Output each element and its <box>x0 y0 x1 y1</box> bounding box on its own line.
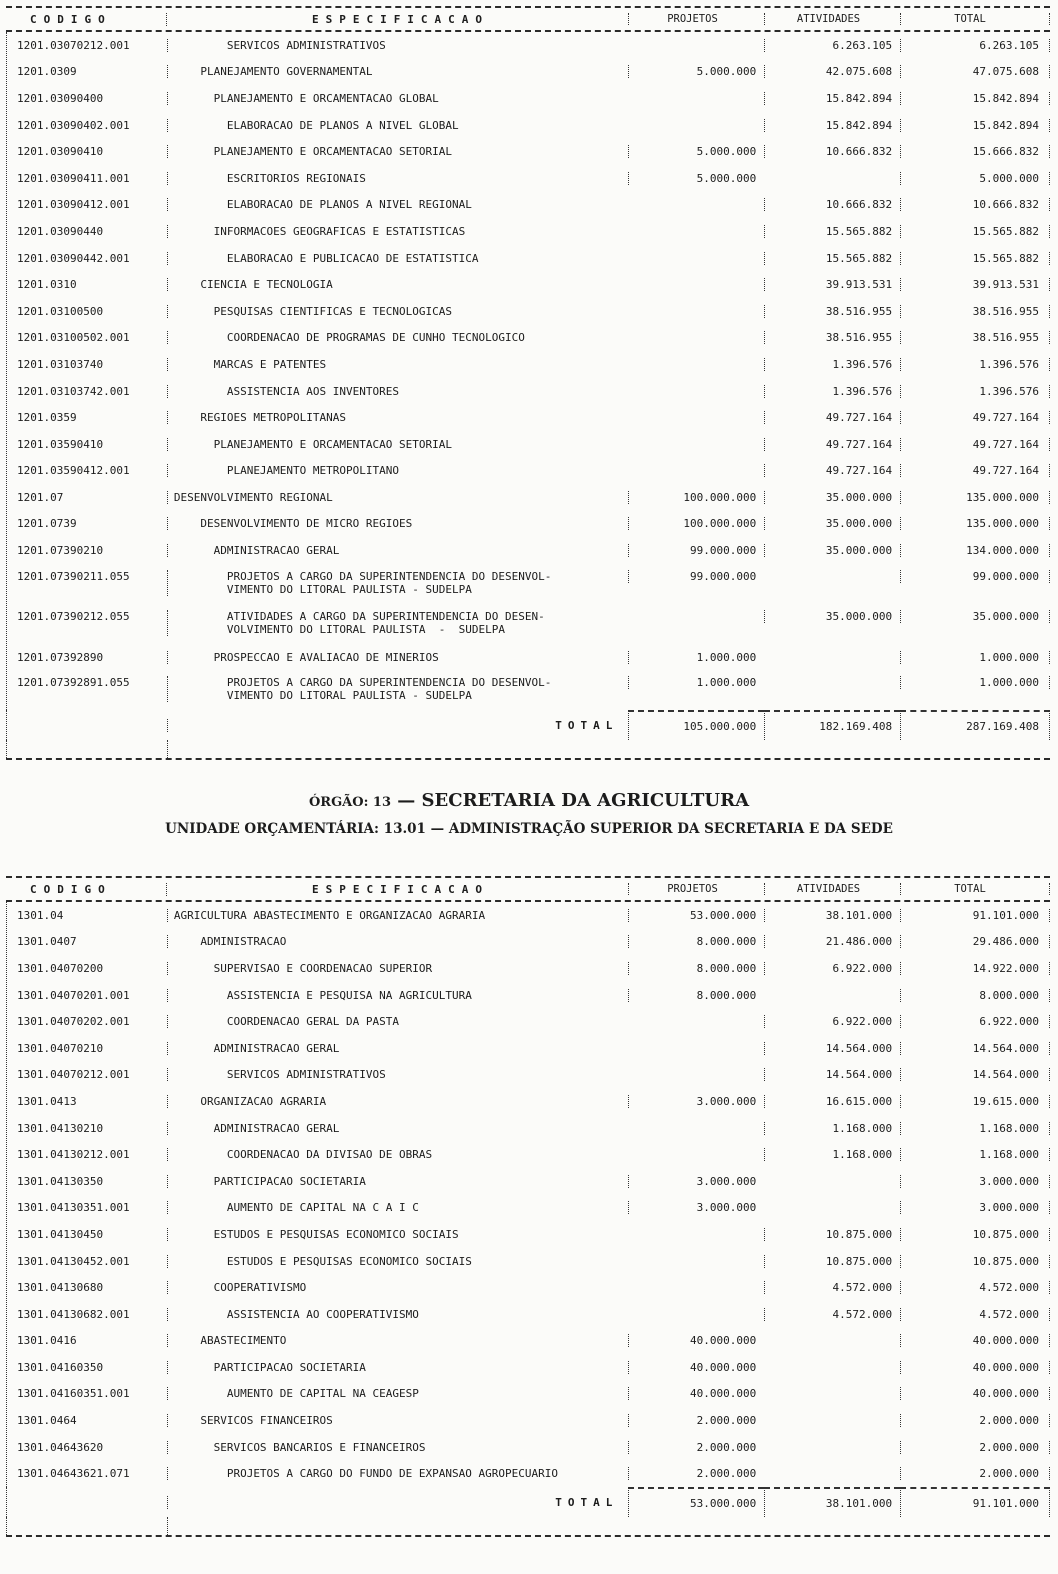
row-atividades: 4.572.000 <box>764 1281 900 1294</box>
row-total: 6.263.105 <box>900 39 1050 52</box>
table-body <box>6 32 1050 710</box>
row-code: 1201.03100502.001 <box>17 331 130 345</box>
row-especificacao: MARCAS E PATENTES <box>167 358 629 371</box>
row-especificacao: COORDENACAO GERAL DA PASTA <box>167 1015 629 1028</box>
row-total: 49.727.164 <box>900 464 1050 477</box>
table-row <box>7 165 1050 192</box>
table-row <box>7 1221 1050 1248</box>
row-atividades: 35.000.000 <box>764 544 900 557</box>
row-total: 135.000.000 <box>900 491 1050 504</box>
row-atividades: 1.168.000 <box>764 1122 900 1135</box>
row-total: 39.913.531 <box>900 278 1050 291</box>
row-code: 1301.04130350 <box>17 1174 104 1188</box>
row-total: 15.565.882 <box>900 225 1050 238</box>
total-total: 287.169.408 <box>900 710 1050 740</box>
row-total: 29.486.000 <box>900 935 1050 948</box>
row-code: 1201.07392891.055 <box>17 676 130 690</box>
row-projetos: 1.000.000 <box>628 676 764 689</box>
row-especificacao: INFORMACOES GEOGRAFICAS E ESTATISTICAS <box>167 225 629 238</box>
row-especificacao: PLANEJAMENTO METROPOLITANO <box>167 464 629 477</box>
row-projetos: 3.000.000 <box>628 1175 764 1188</box>
row-especificacao: PESQUISAS CIENTIFICAS E TECNOLOGICAS <box>167 305 629 318</box>
table-row <box>7 218 1050 245</box>
table-row <box>7 929 1050 956</box>
row-atividades: 1.168.000 <box>764 1148 900 1161</box>
row-code: 1201.03090442.001 <box>17 251 130 265</box>
row-especificacao: AGRICULTURA ABASTECIMENTO E ORGANIZACAO AGRARIA <box>167 909 629 922</box>
row-code: 1301.04130351.001 <box>17 1201 130 1215</box>
row-especificacao: ADMINISTRACAO <box>167 935 629 948</box>
row-atividades: 6.922.000 <box>764 962 900 975</box>
row-projetos: 5.000.000 <box>628 65 764 78</box>
table-row <box>7 85 1050 112</box>
row-especificacao: ESTUDOS E PESQUISAS ECONOMICO SOCIAIS <box>167 1255 629 1268</box>
row-total: 4.572.000 <box>900 1281 1050 1294</box>
row-total: 1.000.000 <box>900 651 1050 664</box>
table-row <box>7 537 1050 564</box>
row-atividades: 6.922.000 <box>764 1015 900 1028</box>
row-total: 1.396.576 <box>900 358 1050 371</box>
row-especificacao: SERVICOS BANCARIOS E FINANCEIROS <box>167 1441 629 1454</box>
row-especificacao: PARTICIPACAO SOCIETARIA <box>167 1175 629 1188</box>
table-row <box>7 298 1050 325</box>
row-especificacao: AUMENTO DE CAPITAL NA C A I C <box>167 1201 629 1214</box>
row-atividades: 35.000.000 <box>764 491 900 504</box>
table-header <box>6 878 1050 900</box>
row-projetos: 3.000.000 <box>628 1201 764 1214</box>
row-especificacao: PLANEJAMENTO E ORCAMENTACAO SETORIAL <box>167 438 629 451</box>
table-row <box>7 192 1050 219</box>
row-especificacao: PROJETOS A CARGO DA SUPERINTENDENCIA DO DESENVOL- VIMENTO DO LITORAL PAULISTA - SUDELPA <box>167 676 629 702</box>
row-especificacao: ASSISTENCIA E PESQUISA NA AGRICULTURA <box>167 989 629 1002</box>
row-atividades: 49.727.164 <box>764 438 900 451</box>
total-total: 91.101.000 <box>900 1487 1050 1517</box>
header-projetos: PROJETOS <box>628 883 764 895</box>
header-projetos: PROJETOS <box>628 13 764 25</box>
row-atividades: 16.615.000 <box>764 1095 900 1108</box>
row-atividades: 1.396.576 <box>764 358 900 371</box>
row-atividades: 42.075.608 <box>764 65 900 78</box>
row-code: 1201.03070212.001 <box>17 38 130 52</box>
row-atividades: 38.101.000 <box>764 909 900 922</box>
row-code: 1201.03090411.001 <box>17 171 130 185</box>
row-especificacao: COORDENACAO DE PROGRAMAS DE CUNHO TECNOLOGICO <box>167 331 629 344</box>
budget-table-1 <box>6 6 1050 760</box>
budget-table-2 <box>6 876 1050 1537</box>
row-total: 47.075.608 <box>900 65 1050 78</box>
table-row <box>7 604 1050 644</box>
table-row <box>7 1088 1050 1115</box>
row-projetos: 2.000.000 <box>628 1441 764 1454</box>
row-atividades: 4.572.000 <box>764 1308 900 1321</box>
row-projetos: 99.000.000 <box>628 544 764 557</box>
table-row <box>7 1035 1050 1062</box>
row-code: 1201.03103742.001 <box>17 384 130 398</box>
table-row <box>7 458 1050 485</box>
table-row <box>7 59 1050 86</box>
row-code: 1301.04070200 <box>17 961 104 975</box>
total-label: TOTAL <box>167 719 629 732</box>
total-projetos: 105.000.000 <box>628 710 764 740</box>
row-atividades: 38.516.955 <box>764 305 900 318</box>
table-row <box>7 351 1050 378</box>
row-atividades: 38.516.955 <box>764 331 900 344</box>
row-code: 1201.0309 <box>17 65 77 79</box>
table-row <box>7 1248 1050 1275</box>
table-row <box>7 1274 1050 1301</box>
row-total: 2.000.000 <box>900 1467 1050 1480</box>
row-total: 40.000.000 <box>900 1334 1050 1347</box>
row-code: 1301.04160351.001 <box>17 1387 130 1401</box>
row-total: 15.666.832 <box>900 145 1050 158</box>
table-row <box>7 1434 1050 1461</box>
table-body <box>6 902 1050 1487</box>
row-atividades: 10.875.000 <box>764 1255 900 1268</box>
row-code: 1301.04130450 <box>17 1227 104 1241</box>
row-atividades: 49.727.164 <box>764 464 900 477</box>
total-row <box>6 710 1050 740</box>
total-atividades: 38.101.000 <box>764 1487 900 1517</box>
row-code: 1201.07390210 <box>17 544 104 558</box>
row-atividades: 1.396.576 <box>764 385 900 398</box>
row-code: 1201.03090400 <box>17 91 104 105</box>
orgao-name: — SECRETARIA DA AGRICULTURA <box>397 790 750 811</box>
row-code: 1201.03590410 <box>17 437 104 451</box>
row-code: 1301.0416 <box>17 1334 77 1348</box>
row-especificacao: PROSPECCAO E AVALIACAO DE MINERIOS <box>167 651 629 664</box>
row-especificacao: CIENCIA E TECNOLOGIA <box>167 278 629 291</box>
table-row <box>7 902 1050 929</box>
row-projetos: 2.000.000 <box>628 1414 764 1427</box>
header-atividades: ATIVIDADES <box>764 883 900 895</box>
row-code: 1301.04130212.001 <box>17 1148 130 1162</box>
row-total: 49.727.164 <box>900 411 1050 424</box>
row-total: 134.000.000 <box>900 544 1050 557</box>
row-total: 38.516.955 <box>900 305 1050 318</box>
table-row <box>7 1141 1050 1168</box>
table-row <box>7 1460 1050 1487</box>
row-especificacao: ELABORACAO E PUBLICACAO DE ESTATISTICA <box>167 252 629 265</box>
section-titles <box>0 790 1058 837</box>
row-total: 3.000.000 <box>900 1175 1050 1188</box>
row-total: 99.000.000 <box>900 570 1050 583</box>
row-atividades: 6.263.105 <box>764 39 900 52</box>
row-projetos: 8.000.000 <box>628 962 764 975</box>
row-especificacao: ADMINISTRACAO GERAL <box>167 1122 629 1135</box>
row-code: 1301.04070201.001 <box>17 988 130 1002</box>
row-code: 1201.0739 <box>17 517 77 531</box>
row-especificacao: ESTUDOS E PESQUISAS ECONOMICO SOCIAIS <box>167 1228 629 1241</box>
row-projetos: 100.000.000 <box>628 517 764 530</box>
row-code: 1301.0413 <box>17 1094 77 1108</box>
row-code: 1301.04130210 <box>17 1121 104 1135</box>
row-total: 8.000.000 <box>900 989 1050 1002</box>
row-especificacao: SERVICOS ADMINISTRATIVOS <box>167 39 629 52</box>
row-projetos: 5.000.000 <box>628 145 764 158</box>
orgao-label: ÓRGÃO: 13 <box>308 795 391 810</box>
row-code: 1301.04070210 <box>17 1041 104 1055</box>
row-total: 49.727.164 <box>900 438 1050 451</box>
row-total: 35.000.000 <box>900 610 1050 623</box>
row-especificacao: DESENVOLVIMENTO DE MICRO REGIOES <box>167 517 629 530</box>
row-total: 40.000.000 <box>900 1387 1050 1400</box>
row-projetos: 40.000.000 <box>628 1334 764 1347</box>
row-atividades: 10.666.832 <box>764 198 900 211</box>
table-row <box>7 1407 1050 1434</box>
table-row <box>7 1168 1050 1195</box>
row-especificacao: PARTICIPACAO SOCIETARIA <box>167 1361 629 1374</box>
row-total: 15.842.894 <box>900 92 1050 105</box>
table-row <box>7 1008 1050 1035</box>
row-total: 4.572.000 <box>900 1308 1050 1321</box>
row-total: 5.000.000 <box>900 172 1050 185</box>
row-total: 3.000.000 <box>900 1201 1050 1214</box>
row-total: 1.000.000 <box>900 676 1050 689</box>
row-atividades: 49.727.164 <box>764 411 900 424</box>
row-code: 1201.07 <box>17 490 64 504</box>
table-row <box>7 325 1050 352</box>
row-especificacao: SUPERVISAO E COORDENACAO SUPERIOR <box>167 962 629 975</box>
row-code: 1201.03590412.001 <box>17 464 130 478</box>
row-code: 1301.04160350 <box>17 1360 104 1374</box>
table-row <box>7 1381 1050 1408</box>
header-total: TOTAL <box>900 13 1050 25</box>
row-total: 1.168.000 <box>900 1148 1050 1161</box>
row-especificacao: PROJETOS A CARGO DA SUPERINTENDENCIA DO DESENVOL- VIMENTO DO LITORAL PAULISTA - SUDELPA <box>167 570 629 596</box>
row-code: 1201.0310 <box>17 278 77 292</box>
row-total: 14.564.000 <box>900 1068 1050 1081</box>
row-atividades: 21.486.000 <box>764 935 900 948</box>
header-codigo: CODIGO <box>30 882 112 896</box>
row-especificacao: REGIOES METROPOLITANAS <box>167 411 629 424</box>
table-row <box>7 271 1050 298</box>
row-especificacao: ESCRITORIOS REGIONAIS <box>167 172 629 185</box>
row-code: 1201.03090412.001 <box>17 198 130 212</box>
table-row <box>7 564 1050 604</box>
row-especificacao: ASSISTENCIA AOS INVENTORES <box>167 385 629 398</box>
table-row <box>7 378 1050 405</box>
row-projetos: 8.000.000 <box>628 935 764 948</box>
row-total: 135.000.000 <box>900 517 1050 530</box>
row-code: 1301.0407 <box>17 935 77 949</box>
table-row <box>7 1115 1050 1142</box>
row-total: 2.000.000 <box>900 1414 1050 1427</box>
row-especificacao: DESENVOLVIMENTO REGIONAL <box>167 491 629 504</box>
row-atividades: 10.875.000 <box>764 1228 900 1241</box>
row-projetos: 1.000.000 <box>628 651 764 664</box>
table-row <box>7 1328 1050 1355</box>
row-especificacao: ORGANIZACAO AGRARIA <box>167 1095 629 1108</box>
row-code: 1301.04130452.001 <box>17 1254 130 1268</box>
row-atividades: 35.000.000 <box>764 610 900 623</box>
row-especificacao: AUMENTO DE CAPITAL NA CEAGESP <box>167 1387 629 1400</box>
row-code: 1301.04643620 <box>17 1440 104 1454</box>
row-projetos: 100.000.000 <box>628 491 764 504</box>
row-projetos: 40.000.000 <box>628 1361 764 1374</box>
row-projetos: 3.000.000 <box>628 1095 764 1108</box>
table-bottom-rule <box>6 1535 1050 1537</box>
row-especificacao: PLANEJAMENTO E ORCAMENTACAO GLOBAL <box>167 92 629 105</box>
row-especificacao: PROJETOS A CARGO DO FUNDO DE EXPANSAO AGROPECUARIO <box>167 1467 629 1480</box>
row-projetos: 5.000.000 <box>628 172 764 185</box>
row-total: 2.000.000 <box>900 1441 1050 1454</box>
row-especificacao: ATIVIDADES A CARGO DA SUPERINTENDENCIA DO DESEN- VOLVIMENTO DO LITORAL PAULISTA - SUDELPA <box>167 610 629 636</box>
table-row <box>7 982 1050 1009</box>
row-total: 38.516.955 <box>900 331 1050 344</box>
row-code: 1301.04070202.001 <box>17 1015 130 1029</box>
table-row <box>7 955 1050 982</box>
table-row <box>7 138 1050 165</box>
row-especificacao: SERVICOS FINANCEIROS <box>167 1414 629 1427</box>
row-code: 1201.07390211.055 <box>17 569 130 583</box>
row-code: 1201.03090410 <box>17 145 104 159</box>
header-codigo: CODIGO <box>30 12 112 26</box>
table-row <box>7 484 1050 511</box>
row-code: 1201.07390212.055 <box>17 609 130 623</box>
table-row <box>7 32 1050 59</box>
table-header <box>6 8 1050 30</box>
row-atividades: 14.564.000 <box>764 1042 900 1055</box>
total-row <box>6 1487 1050 1517</box>
row-code: 1201.03100500 <box>17 304 104 318</box>
row-total: 10.875.000 <box>900 1228 1050 1241</box>
row-total: 14.564.000 <box>900 1042 1050 1055</box>
row-especificacao: PLANEJAMENTO GOVERNAMENTAL <box>167 65 629 78</box>
row-especificacao: ELABORACAO DE PLANOS A NIVEL REGIONAL <box>167 198 629 211</box>
total-projetos: 53.000.000 <box>628 1487 764 1517</box>
row-code: 1301.04 <box>17 908 64 922</box>
row-especificacao: ASSISTENCIA AO COOPERATIVISMO <box>167 1308 629 1321</box>
table-row <box>7 245 1050 272</box>
table-bottom-rule <box>6 758 1050 760</box>
unidade-orcamentaria: UNIDADE ORÇAMENTÁRIA: 13.01 — ADMINISTRAÇÃO SUPERIOR DA SECRETARIA E DA SEDE <box>165 821 893 837</box>
row-atividades: 15.565.882 <box>764 252 900 265</box>
table-row <box>7 431 1050 458</box>
table-row <box>7 644 1050 671</box>
table-row <box>7 670 1050 710</box>
row-especificacao: SERVICOS ADMINISTRATIVOS <box>167 1068 629 1081</box>
table-row <box>7 112 1050 139</box>
row-code: 1301.04130682.001 <box>17 1307 130 1321</box>
row-projetos: 40.000.000 <box>628 1387 764 1400</box>
row-code: 1201.03090402.001 <box>17 118 130 132</box>
row-especificacao: ELABORACAO DE PLANOS A NIVEL GLOBAL <box>167 119 629 132</box>
row-code: 1201.03090440 <box>17 224 104 238</box>
row-especificacao: ADMINISTRACAO GERAL <box>167 544 629 557</box>
table-row <box>7 1354 1050 1381</box>
row-especificacao: COOPERATIVISMO <box>167 1281 629 1294</box>
total-label: TOTAL <box>167 1496 629 1509</box>
row-total: 15.842.894 <box>900 119 1050 132</box>
row-atividades: 14.564.000 <box>764 1068 900 1081</box>
row-atividades: 39.913.531 <box>764 278 900 291</box>
row-total: 10.875.000 <box>900 1255 1050 1268</box>
row-total: 15.565.882 <box>900 252 1050 265</box>
row-total: 1.396.576 <box>900 385 1050 398</box>
row-total: 91.101.000 <box>900 909 1050 922</box>
table-row <box>7 404 1050 431</box>
table-row <box>7 1062 1050 1089</box>
row-projetos: 2.000.000 <box>628 1467 764 1480</box>
row-code: 1201.03103740 <box>17 357 104 371</box>
row-total: 19.615.000 <box>900 1095 1050 1108</box>
table-row <box>7 1195 1050 1222</box>
row-atividades: 10.666.832 <box>764 145 900 158</box>
row-especificacao: COORDENACAO DA DIVISAO DE OBRAS <box>167 1148 629 1161</box>
header-atividades: ATIVIDADES <box>764 13 900 25</box>
table-row <box>7 511 1050 538</box>
row-atividades: 15.842.894 <box>764 119 900 132</box>
row-code: 1301.04130680 <box>17 1281 104 1295</box>
row-atividades: 15.842.894 <box>764 92 900 105</box>
total-atividades: 182.169.408 <box>764 710 900 740</box>
row-projetos: 8.000.000 <box>628 989 764 1002</box>
header-especificacao: ESPECIFICACAO <box>166 883 628 896</box>
row-code: 1201.0359 <box>17 411 77 425</box>
row-projetos: 99.000.000 <box>628 570 764 583</box>
row-code: 1301.04643621.071 <box>17 1467 130 1481</box>
row-projetos: 53.000.000 <box>628 909 764 922</box>
table-row <box>7 1301 1050 1328</box>
row-especificacao: ABASTECIMENTO <box>167 1334 629 1347</box>
row-especificacao: PLANEJAMENTO E ORCAMENTACAO SETORIAL <box>167 145 629 158</box>
row-code: 1301.04070212.001 <box>17 1068 130 1082</box>
row-especificacao: ADMINISTRACAO GERAL <box>167 1042 629 1055</box>
row-code: 1301.0464 <box>17 1414 77 1428</box>
row-atividades: 35.000.000 <box>764 517 900 530</box>
row-total: 1.168.000 <box>900 1122 1050 1135</box>
row-total: 6.922.000 <box>900 1015 1050 1028</box>
row-total: 14.922.000 <box>900 962 1050 975</box>
row-atividades: 15.565.882 <box>764 225 900 238</box>
header-total: TOTAL <box>900 883 1050 895</box>
row-code: 1201.07392890 <box>17 650 104 664</box>
row-total: 10.666.832 <box>900 198 1050 211</box>
row-total: 40.000.000 <box>900 1361 1050 1374</box>
header-especificacao: ESPECIFICACAO <box>166 13 628 26</box>
